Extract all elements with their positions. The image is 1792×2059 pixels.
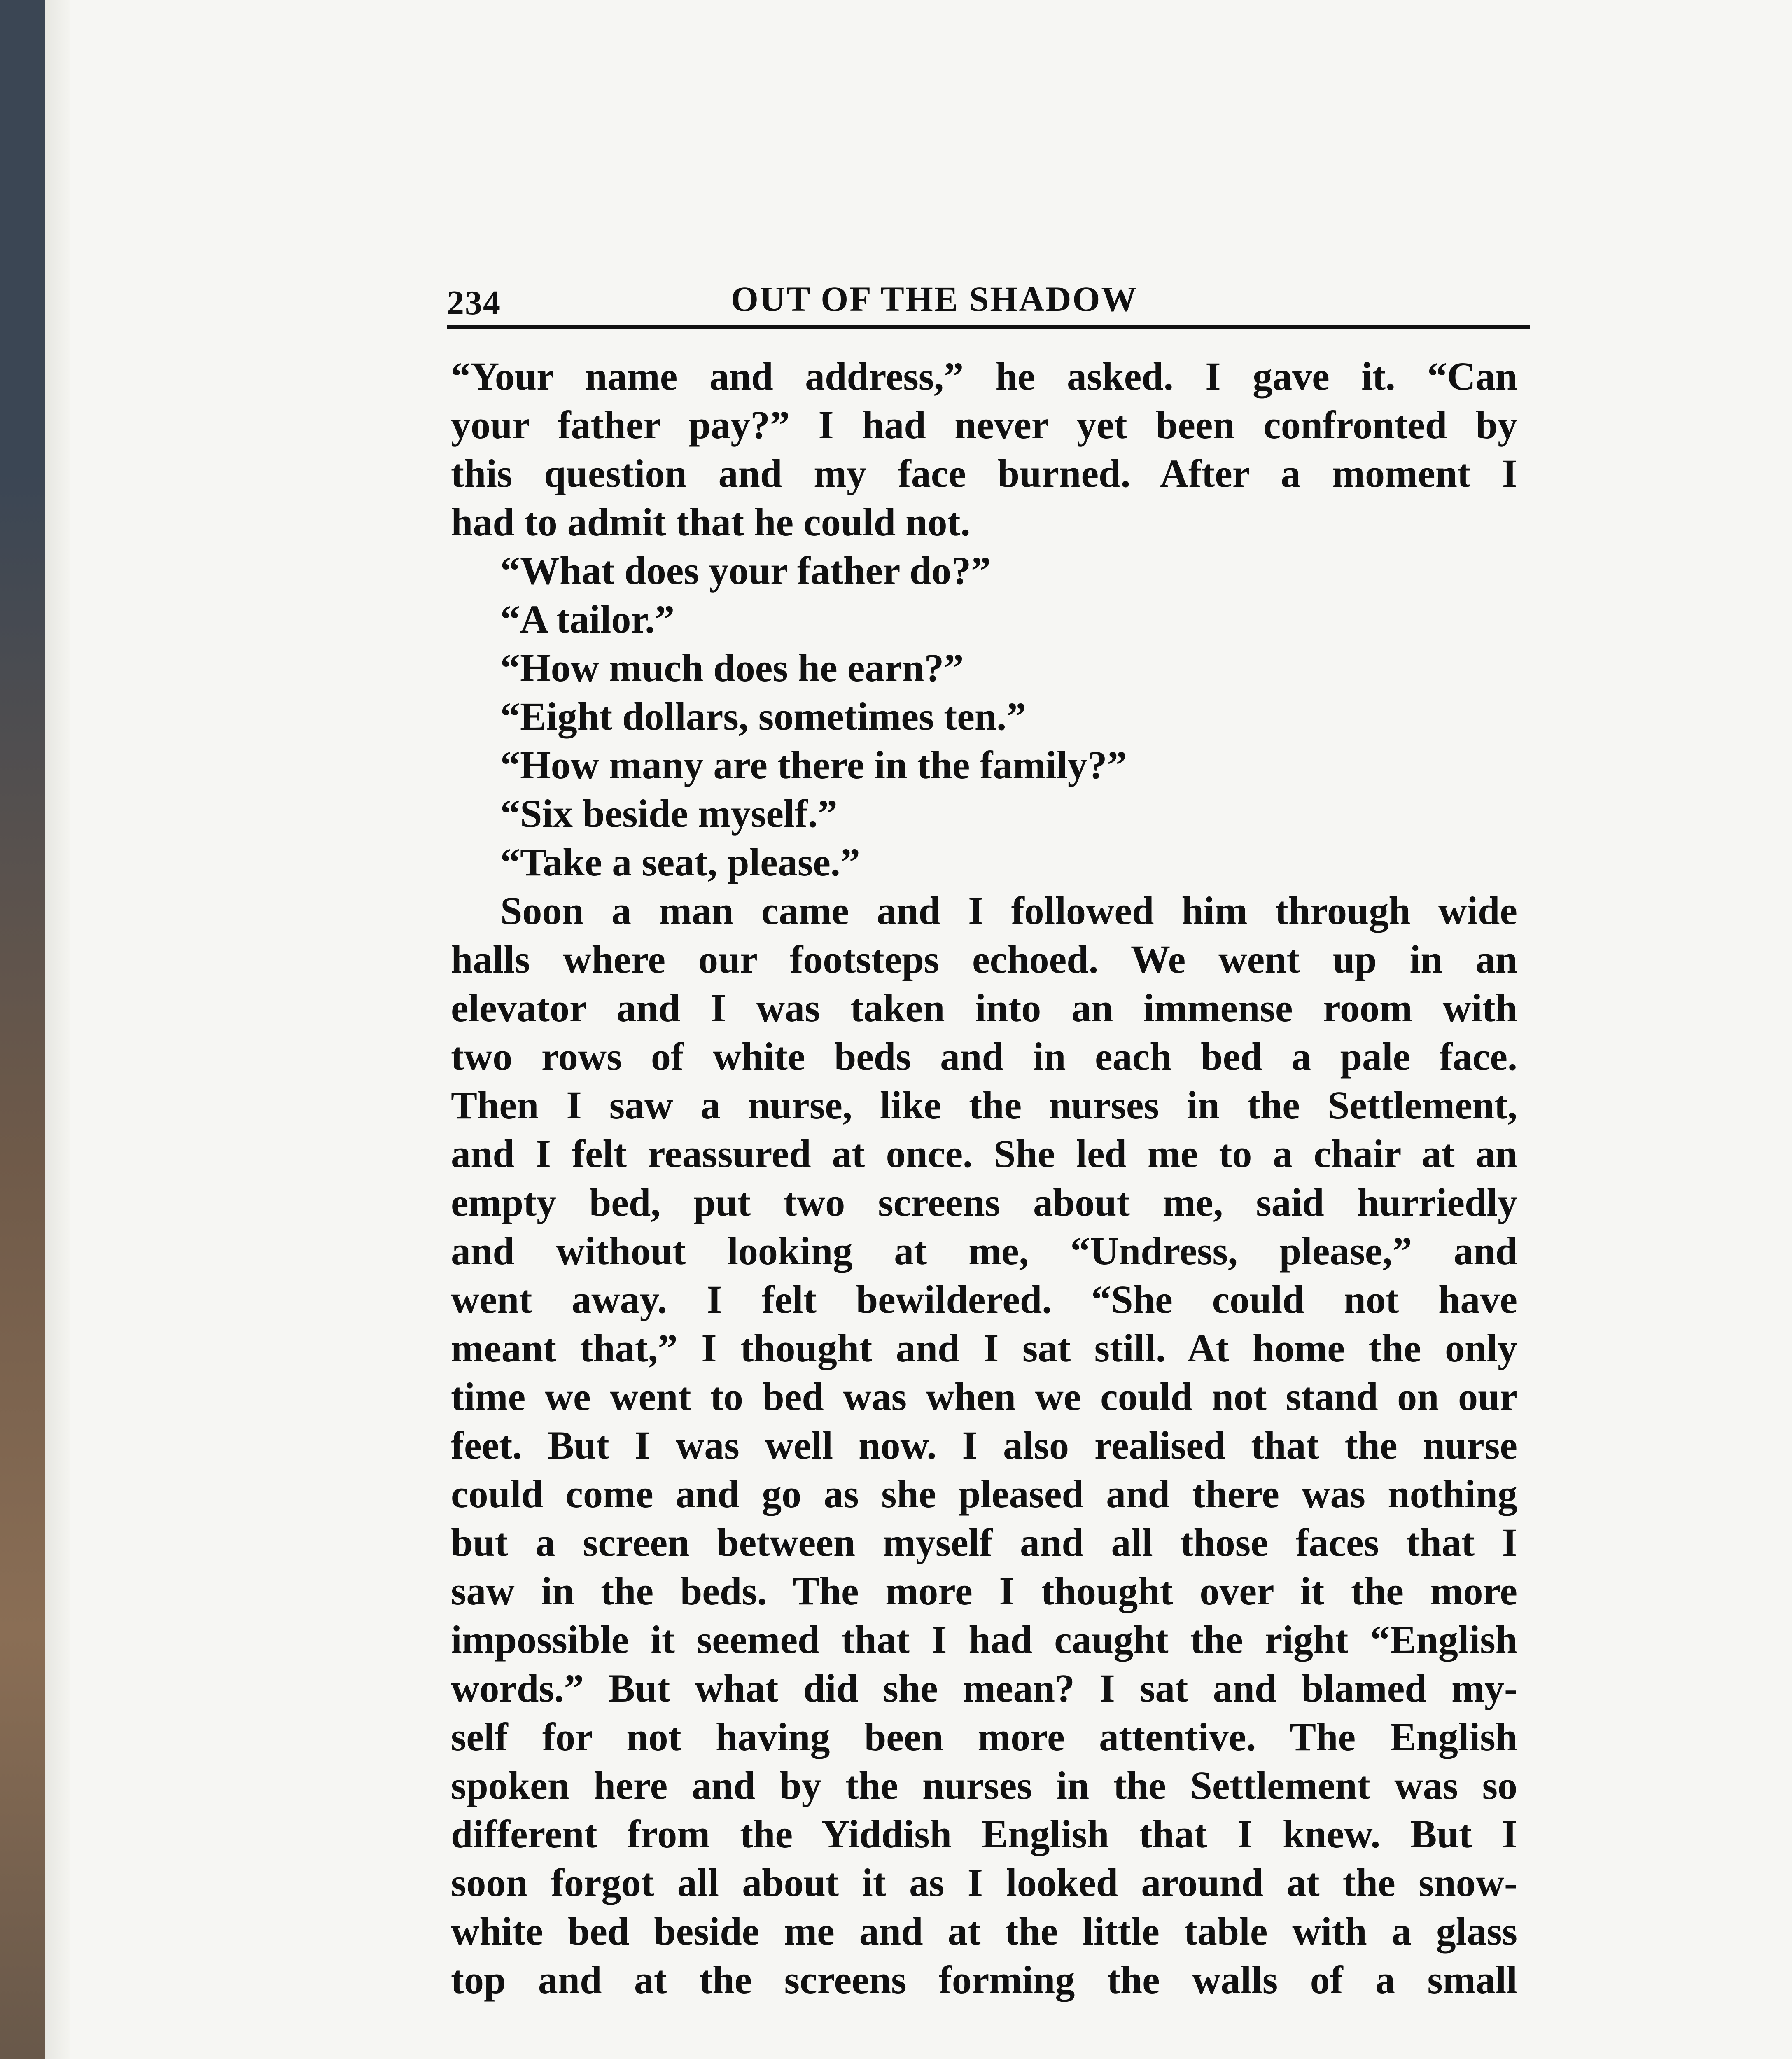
text-line: “What does your father do?” xyxy=(500,549,991,593)
text-line: your father pay?” I had never yet been confronted by xyxy=(451,403,1517,447)
text-line: halls where our footsteps echoed. We went up in an xyxy=(451,937,1517,981)
text-line: had to admit that he could not. xyxy=(451,500,971,544)
page-number: 234 xyxy=(447,284,501,322)
text-line: went away. I felt bewildered. “She could not have xyxy=(451,1277,1517,1321)
text-line: “A tailor.” xyxy=(500,597,675,641)
text-line: saw in the beds. The more I thought over it the more xyxy=(451,1569,1517,1613)
text-line: two rows of white beds and in each bed a pale face. xyxy=(451,1034,1517,1079)
page-header xyxy=(447,264,1530,329)
text-line: top and at the screens forming the walls of a small xyxy=(451,1958,1517,2002)
text-line: this question and my face burned. After a moment I xyxy=(451,451,1517,495)
text-line: Then I saw a nurse, like the nurses in the Settlement, xyxy=(451,1083,1517,1127)
body-text xyxy=(451,352,1517,2004)
text-line: “Your name and address,” he asked. I gave it. “Can xyxy=(451,354,1517,398)
book-edge xyxy=(0,0,45,2059)
text-line: feet. But I was well now. I also realised that the nurse xyxy=(451,1423,1517,1467)
text-line: “Eight dollars, sometimes ten.” xyxy=(500,694,1027,738)
text-line: “How many are there in the family?” xyxy=(500,743,1127,787)
text-line: “Six beside myself.” xyxy=(500,791,838,836)
text-line: and without looking at me, “Undress, please,” and xyxy=(451,1229,1517,1273)
text-line: but a screen between myself and all those faces that I xyxy=(451,1520,1517,1564)
text-line: could come and go as she pleased and there was nothing xyxy=(451,1472,1517,1516)
text-line: different from the Yiddish English that I knew. But I xyxy=(451,1812,1517,1856)
text-line: “Take a seat, please.” xyxy=(500,840,860,884)
text-line: elevator and I was taken into an immense room with xyxy=(451,986,1517,1030)
text-line: meant that,” I thought and I sat still. At home the only xyxy=(451,1326,1517,1370)
text-line: empty bed, put two screens about me, said hurriedly xyxy=(451,1180,1517,1224)
text-line: spoken here and by the nurses in the Settlement was so xyxy=(451,1763,1517,1807)
text-line: soon forgot all about it as I looked around at the snow- xyxy=(451,1861,1517,1905)
text-line: “How much does he earn?” xyxy=(500,646,964,690)
text-line: Soon a man came and I followed him through wide xyxy=(500,889,1517,933)
text-line: white bed beside me and at the little table with a glass xyxy=(451,1909,1517,1953)
running-title: OUT OF THE SHADOW xyxy=(731,279,1138,319)
text-line: time we went to bed was when we could not stand on our xyxy=(451,1375,1517,1419)
text-line: and I felt reassured at once. She led me to a chair at an xyxy=(451,1132,1517,1176)
text-line: self for not having been more attentive. The English xyxy=(451,1715,1517,1759)
text-line: words.” But what did she mean? I sat and blamed my- xyxy=(451,1666,1517,1710)
text-line: impossible it seemed that I had caught the right “English xyxy=(451,1618,1517,1662)
page-gutter-shadow xyxy=(45,0,70,2059)
